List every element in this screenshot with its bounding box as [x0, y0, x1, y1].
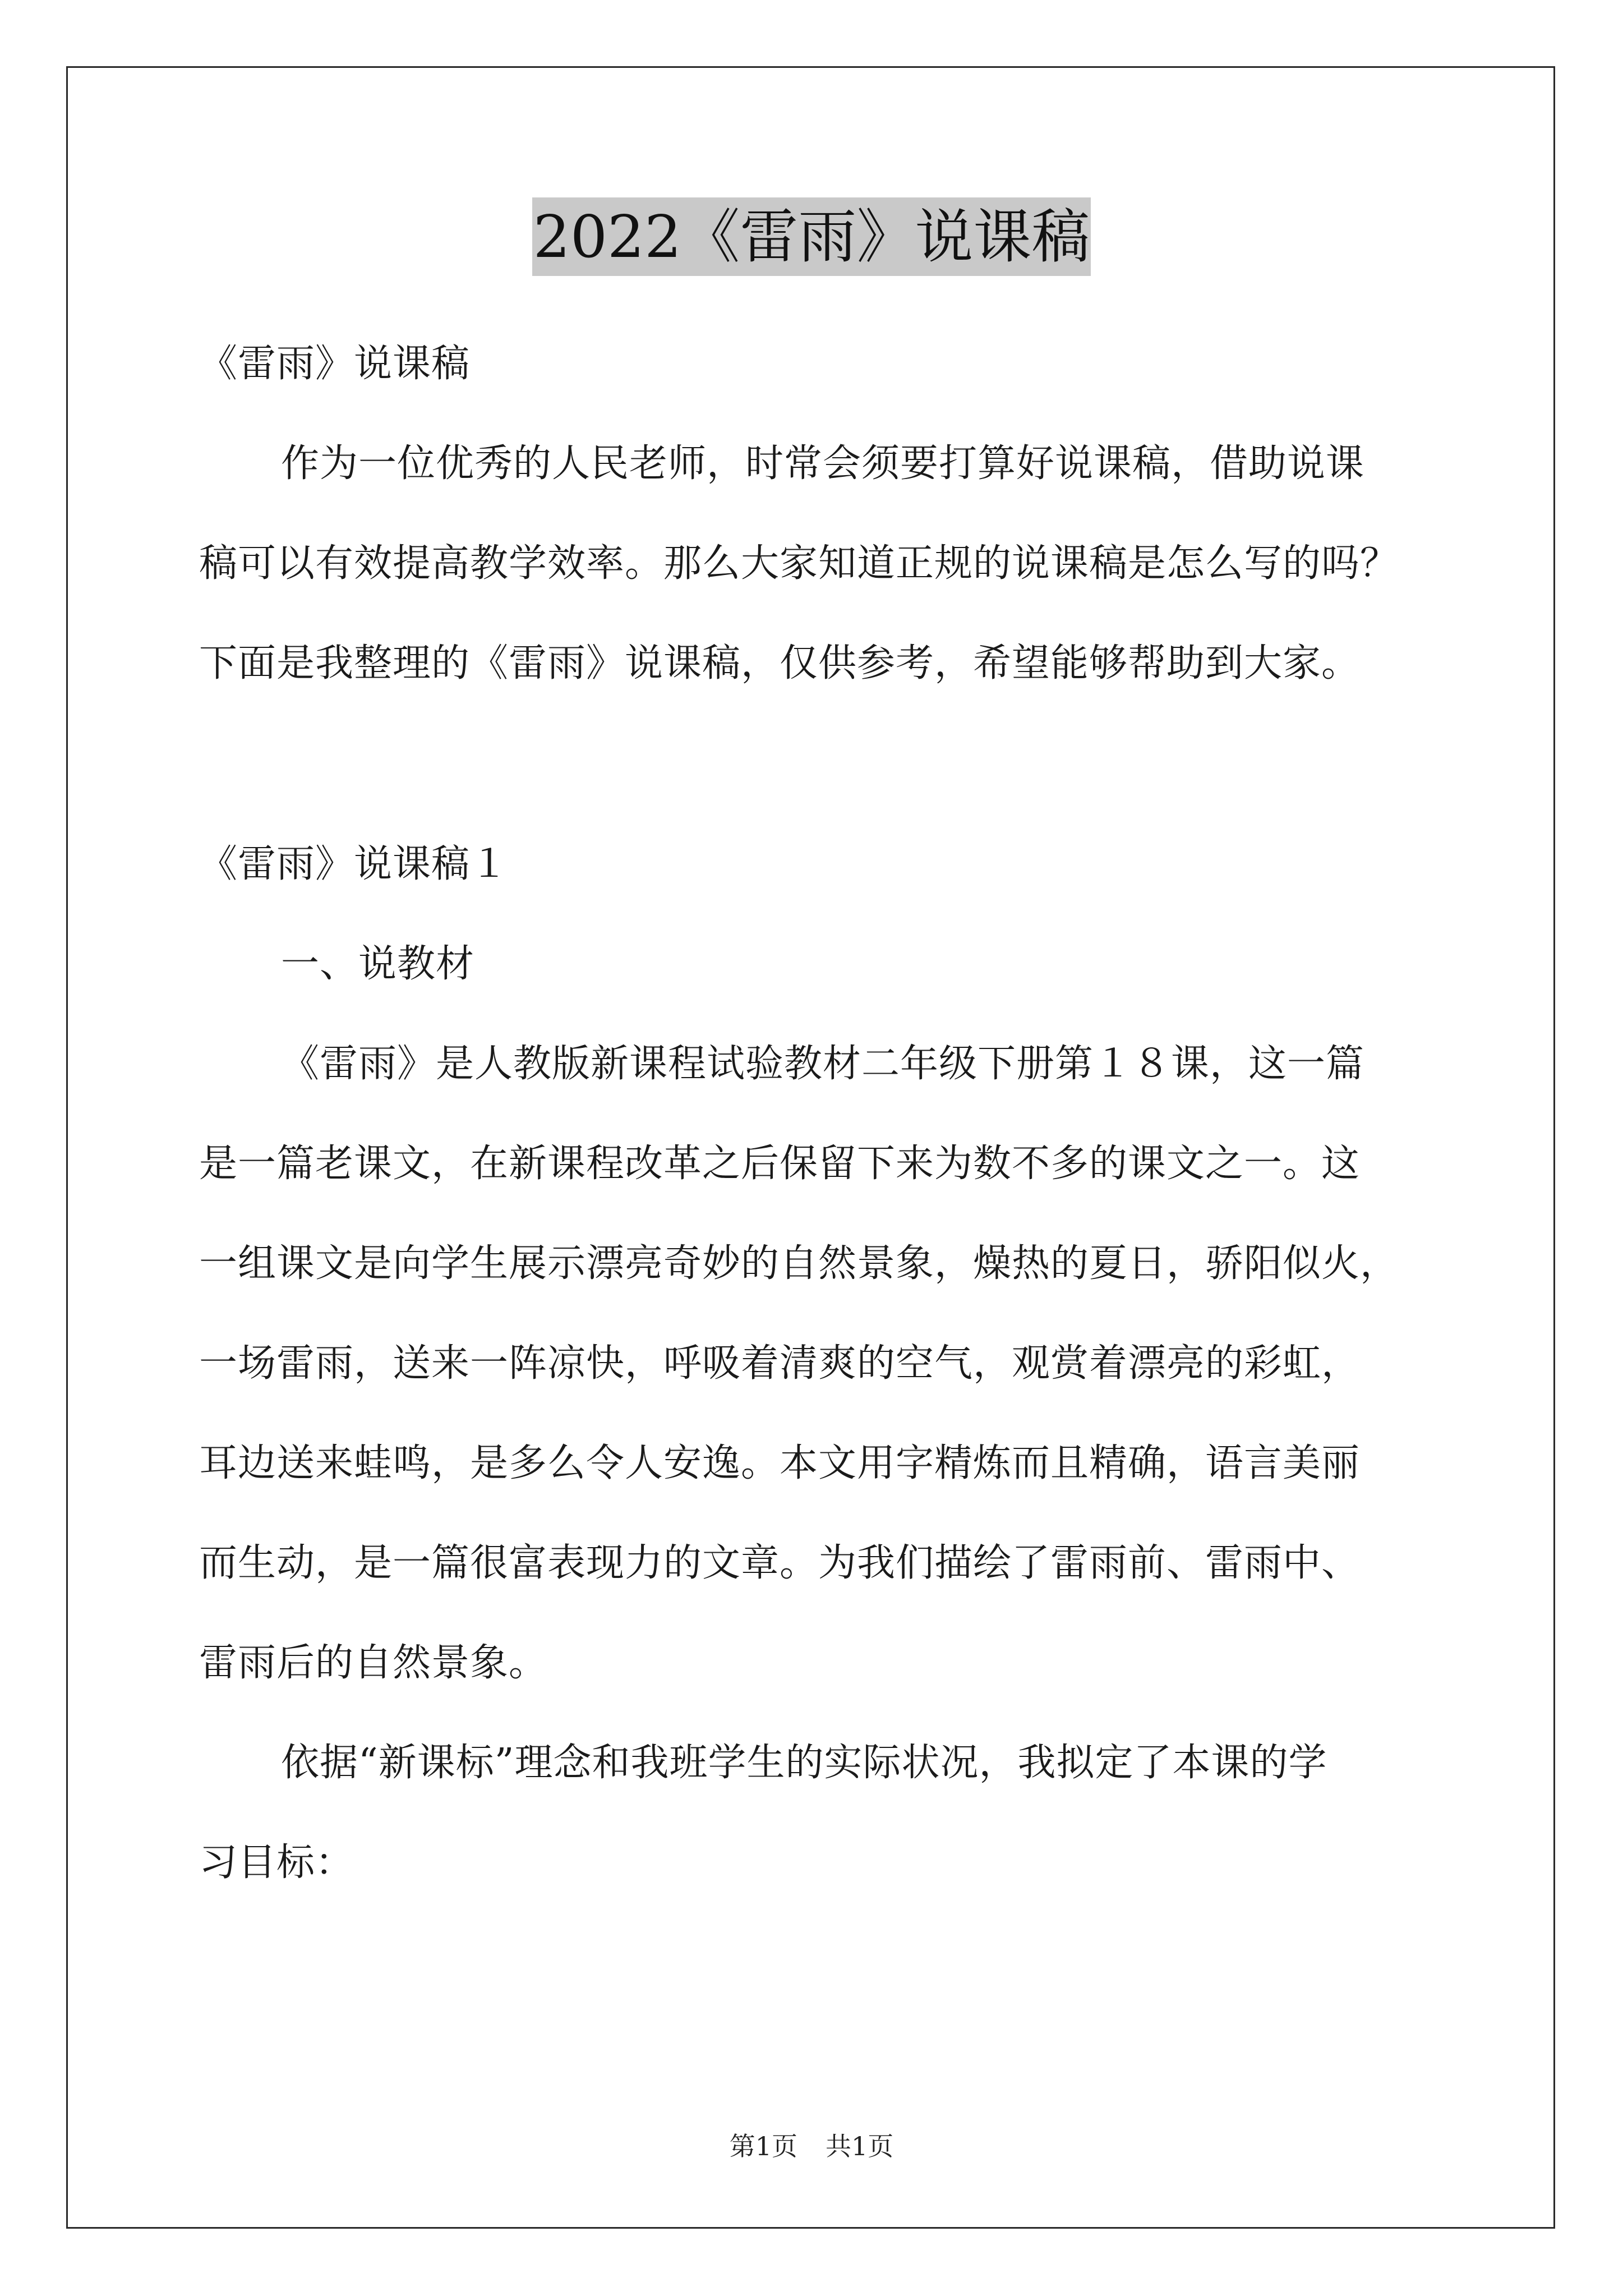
paragraph-line-4: 一场雷雨，送来一阵凉快，呼吸着清爽的空气，观赏着漂亮的彩虹，	[199, 1341, 1361, 1386]
page-number-current: 第1页	[729, 2131, 797, 2161]
subtitle-line: 《雷雨》说课稿	[199, 342, 471, 386]
page-number-total: 共1页	[826, 2131, 894, 2161]
paragraph-line-5: 耳边送来蛙鸣，是多么令人安逸。本文用字精炼而且精确，语言美丽	[199, 1441, 1361, 1485]
subsection-heading: 一、说教材	[281, 942, 475, 986]
objective-line-2: 习目标：	[199, 1841, 354, 1885]
paragraph-line-1: 《雷雨》是人教版新课程试验教材二年级下册第１８课，这一篇	[281, 1042, 1365, 1086]
paragraph-line-6: 而生动，是一篇很富表现力的文章。为我们描绘了雷雨前、雷雨中、	[199, 1541, 1361, 1585]
objective-line-1: 依据“新课标”理念和我班学生的实际状况，我拟定了本课的学	[281, 1741, 1327, 1785]
page-footer	[0, 2126, 1623, 2163]
document-title: 2022《雷雨》说课稿	[532, 197, 1091, 276]
section-gap	[199, 714, 1433, 815]
paragraph-line-7: 雷雨后的自然景象。	[199, 1641, 548, 1685]
intro-line-1: 作为一位优秀的人民老师，时常会须要打算好说课稿，借助说课	[281, 441, 1365, 486]
document-body	[199, 314, 1433, 1913]
paragraph-line-3: 一组课文是向学生展示漂亮奇妙的自然景象，燥热的夏日，骄阳似火，	[199, 1241, 1399, 1286]
intro-line-3: 下面是我整理的《雷雨》说课稿，仅供参考，希望能够帮助到大家。	[199, 641, 1361, 685]
title-container	[0, 197, 1623, 276]
intro-line-2: 稿可以有效提高教学效率。那么大家知道正规的说课稿是怎么写的吗？	[199, 541, 1399, 586]
section-heading: 《雷雨》说课稿１	[199, 842, 509, 886]
paragraph-line-2: 是一篇老课文，在新课程改革之后保留下来为数不多的课文之一。这	[199, 1142, 1361, 1186]
